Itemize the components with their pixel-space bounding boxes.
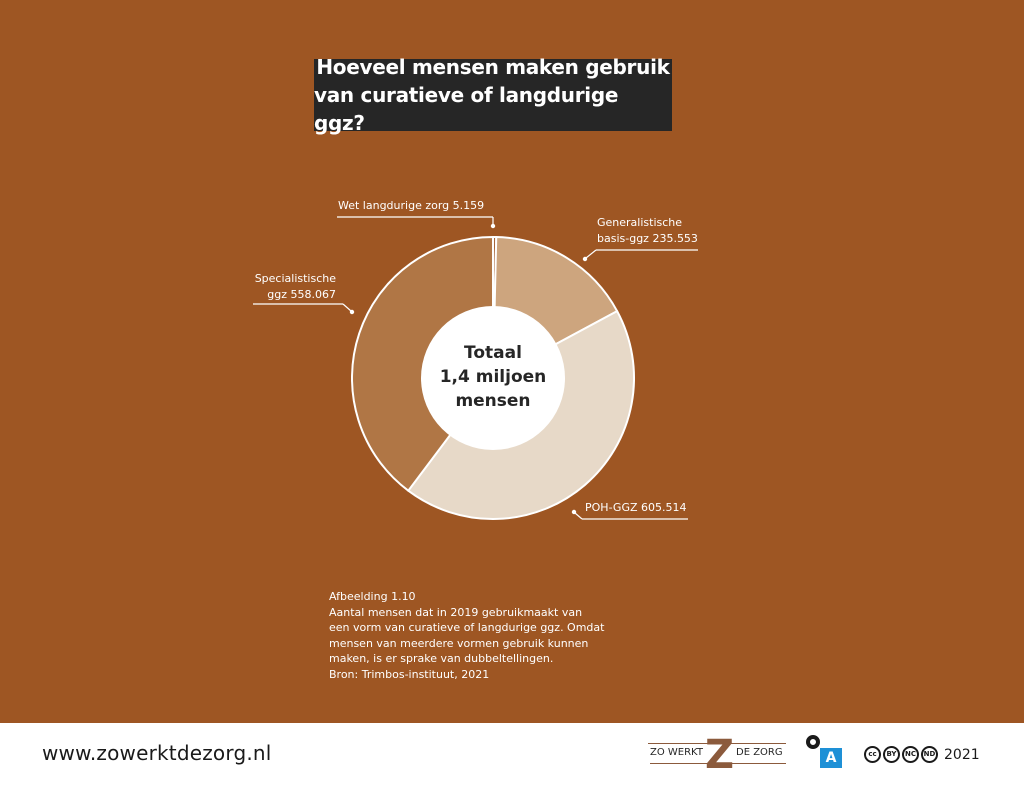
label-poh: POH-GGZ 605.514: [585, 501, 687, 514]
oa-letter: A: [820, 748, 842, 768]
center-label-line-2: 1,4 miljoen: [439, 367, 547, 387]
caption: [329, 589, 604, 682]
center-label-line-3: mensen: [455, 391, 531, 411]
cc-by-icon: BY: [883, 746, 900, 763]
leader-sp-diag: [343, 304, 351, 311]
label-sp-line-1: Specialistische: [254, 272, 336, 285]
caption-line: Aantal mensen dat in 2019 gebruikmaakt van: [329, 605, 583, 619]
title-line-2: van curatieve of langdurige ggz?: [314, 83, 619, 135]
year: 2021: [944, 747, 980, 763]
label-gb-line-1: Generalistische: [597, 216, 683, 229]
zowerktdezorg-logo: [648, 732, 788, 778]
caption-line: Bron: Trimbos-instituut, 2021: [329, 667, 490, 681]
title-line-1: Hoeveel mensen maken gebruik: [316, 55, 670, 79]
caption-line: Afbeelding 1.10: [329, 590, 416, 603]
creative-commons-badge: [864, 746, 938, 763]
logo-rule-top: [648, 743, 708, 744]
cc-nd-icon: ND: [921, 746, 938, 763]
leader-poh-diag: [575, 513, 582, 519]
leader-dot-sp: [350, 310, 354, 314]
label-gb-line-2: basis-ggz 235.553: [597, 232, 698, 245]
caption-line: maken, is er sprake van dubbeltellingen.: [329, 652, 554, 665]
leader-dot-gb: [583, 257, 587, 261]
open-access-logo: [806, 735, 846, 769]
logo-z: Z: [705, 732, 735, 778]
logo-rule-bottom-right: [730, 763, 786, 764]
cc-icon: cc: [864, 746, 881, 763]
label-wlz: Wet langdurige zorg 5.159: [338, 199, 485, 212]
footer: [0, 723, 1024, 785]
logo-text-right: DE ZORG: [736, 747, 783, 758]
leader-dot-poh: [572, 510, 576, 514]
website-link[interactable]: www.zowerktdezorg.nl: [42, 741, 272, 765]
center-label-line-1: Totaal: [464, 343, 522, 363]
caption-line: mensen van meerdere vormen gebruik kunnen: [329, 636, 589, 650]
logo-rule-top-right: [730, 743, 786, 744]
caption-line: een vorm van curatieve of langdurige ggz. Omdat: [329, 621, 605, 634]
cc-nc-icon: NC: [902, 746, 919, 763]
oa-ring-icon: [806, 735, 820, 749]
logo-rule-bottom-left: [650, 763, 708, 764]
leader-gb-diag: [586, 250, 596, 258]
logo-text-left: ZO WERKT: [650, 747, 703, 758]
label-sp-line-2: ggz 558.067: [267, 288, 336, 301]
leader-dot-wlz: [491, 224, 495, 228]
